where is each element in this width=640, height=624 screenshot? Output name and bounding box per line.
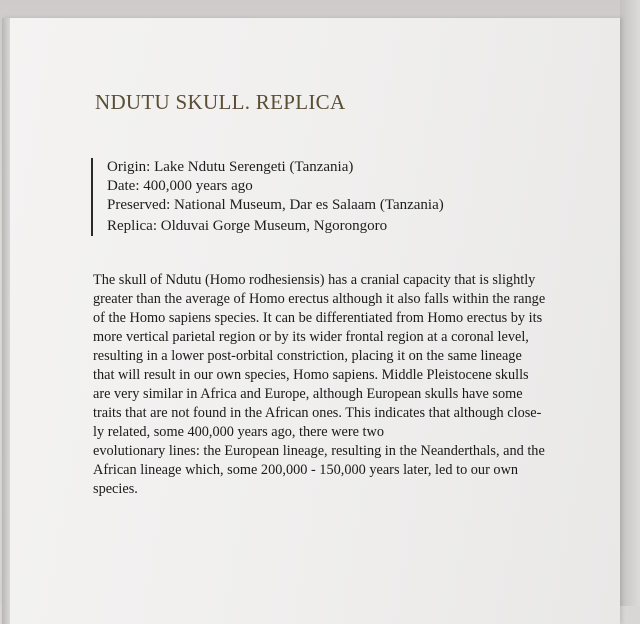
info-date: Date: 400,000 years ago: [107, 178, 253, 194]
description-line: of the Homo sapiens species. It can be differentiated from Homo erectus by its: [93, 310, 543, 326]
description-line: evolutionary lines: the European lineage, resulting in the Neanderthals, and the: [93, 443, 545, 459]
description-line: traits that are not found in the African ones. This indicates that although close-: [93, 405, 542, 421]
description-line: resulting in a lower post-orbital constriction, placing it on the same lineage: [93, 348, 522, 364]
info-vertical-rule: [91, 158, 93, 236]
description-line: The skull of Ndutu (Homo rodhesiensis) has a cranial capacity that is slightly: [93, 272, 536, 288]
description-line: greater than the average of Homo erectus although it also falls within the range: [93, 291, 546, 307]
right-edge-band: [620, 0, 640, 606]
specimen-info-block: [91, 158, 531, 236]
info-replica: Replica: Olduvai Gorge Museum, Ngorongoro: [107, 218, 388, 234]
description-line: ly related, some 400,000 years ago, there were two: [93, 424, 384, 440]
placard-left-edge: [2, 18, 10, 624]
description-line: species.: [93, 481, 138, 497]
info-origin: Origin: Lake Ndutu Serengeti (Tanzania): [107, 159, 354, 175]
description-paragraph: [93, 271, 593, 499]
description-line: African lineage which, some 200,000 - 150,000 years later, led to our own: [93, 462, 519, 478]
description-line: more vertical parietal region or by its wider frontal region at a coronal level,: [93, 329, 529, 345]
placard-title: NDUTU SKULL. REPLICA: [95, 90, 346, 114]
info-preserved: Preserved: National Museum, Dar es Salaam (Tanzania): [107, 197, 444, 213]
description-line: that will result in our own species, Homo sapiens. Middle Pleistocene skulls: [93, 367, 529, 383]
description-line: are very similar in Africa and Europe, although European skulls have some: [93, 386, 523, 402]
